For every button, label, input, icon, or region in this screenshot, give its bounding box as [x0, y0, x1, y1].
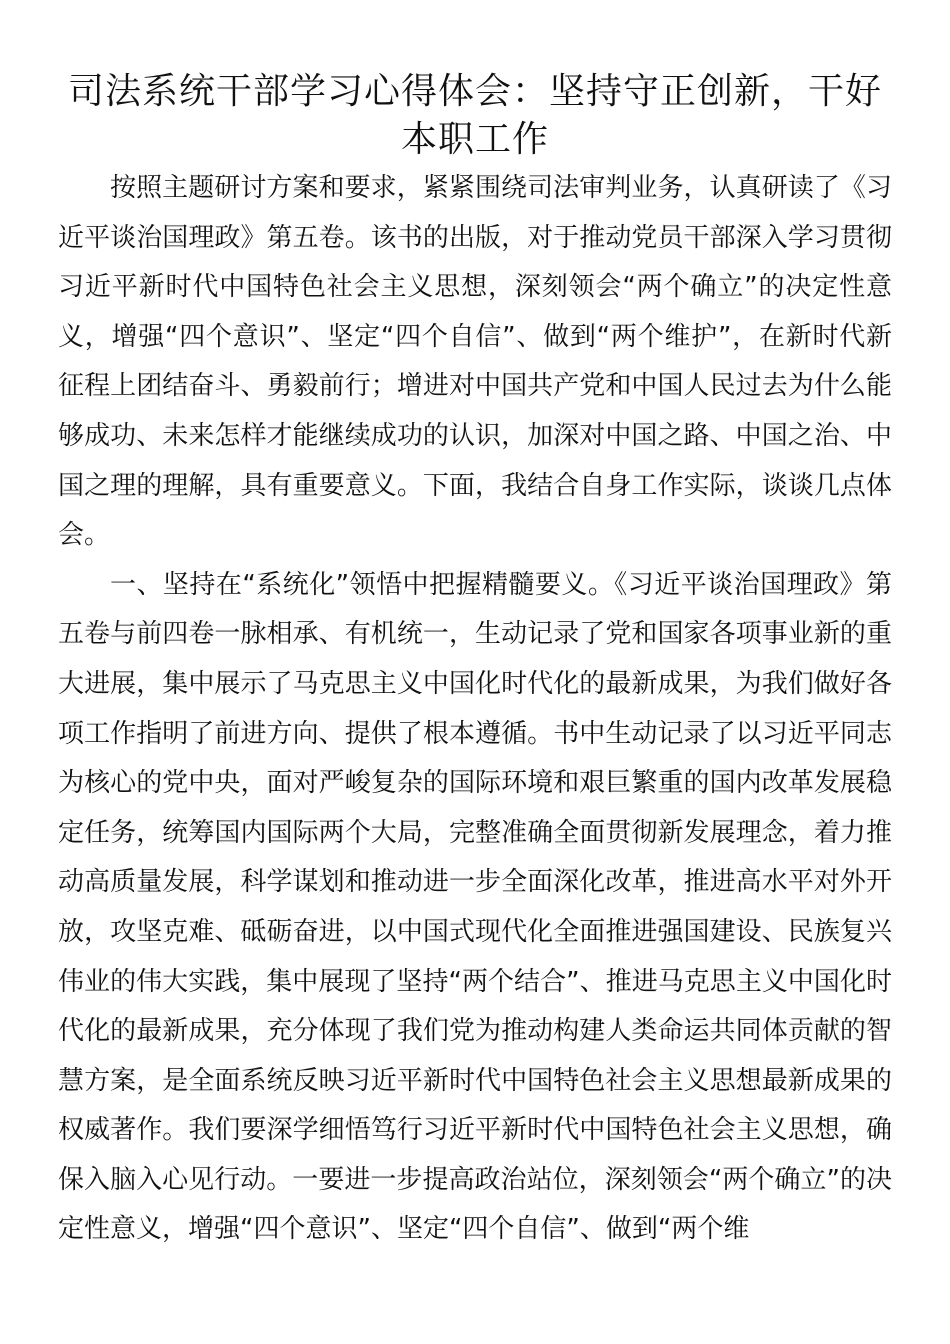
paragraph-section-one: 一、坚持在“系统化”领悟中把握精髓要义。《习近平谈治国理政》第五卷与前四卷一脉相承、有机统一，生动记录了党和国家各项事业新的重大进展，集中展示了马克思主义中国化时代化的最新成果，为我们做好各项工作指明了前进方向、提供了根本遵循。书中生动记录了以习近平同志为核心的党中央，面对严峻复杂的国际环境和艰巨繁重的国内改革发展稳定任务，统筹国内国际两个大局，完整准确全面贯彻新发展理念，着力推动高质量发展，科学谋划和推动进一步全面深化改革，推进高水平对外开放，攻坚克难、砥砺奋进，以中国式现代化全面推进强国建设、民族复兴伟业的伟大实践，集中展现了坚持“两个结合”、推进马克思主义中国化时代化的最新成果，充分体现了我们党为推动构建人类命运共同体贡献的智慧方案，是全面系统反映习近平新时代中国特色社会主义思想最新成果的权威著作。我们要深学细悟笃行习近平新时代中国特色社会主义思想，确保入脑入心见行动。一要进一步提高政治站位，深刻领会“两个确立”的决定性意义，增强“四个意识”、坚定“四个自信”、做到“两个维	[58, 569, 892, 1245]
paragraph-intro: 按照主题研讨方案和要求，紧紧围绕司法审判业务，认真研读了《习近平谈治国理政》第五卷。该书的出版，对于推动党员干部深入学习贯彻习近平新时代中国特色社会主义思想，深刻领会“两个确立”的决定性意义，增强“四个意识”、坚定“四个自信”、做到“两个维护”，在新时代新征程上团结奋斗、勇毅前行；增进对中国共产党和中国人民过去为什么能够成功、未来怎样才能继续成功的认识，加深对中国之路、中国之治、中国之理的理解，具有重要意义。下面，我结合自身工作实际，谈谈几点体会。	[58, 173, 892, 551]
document-title: 司法系统干部学习心得体会：坚持守正创新，干好本职工作	[67, 71, 882, 160]
